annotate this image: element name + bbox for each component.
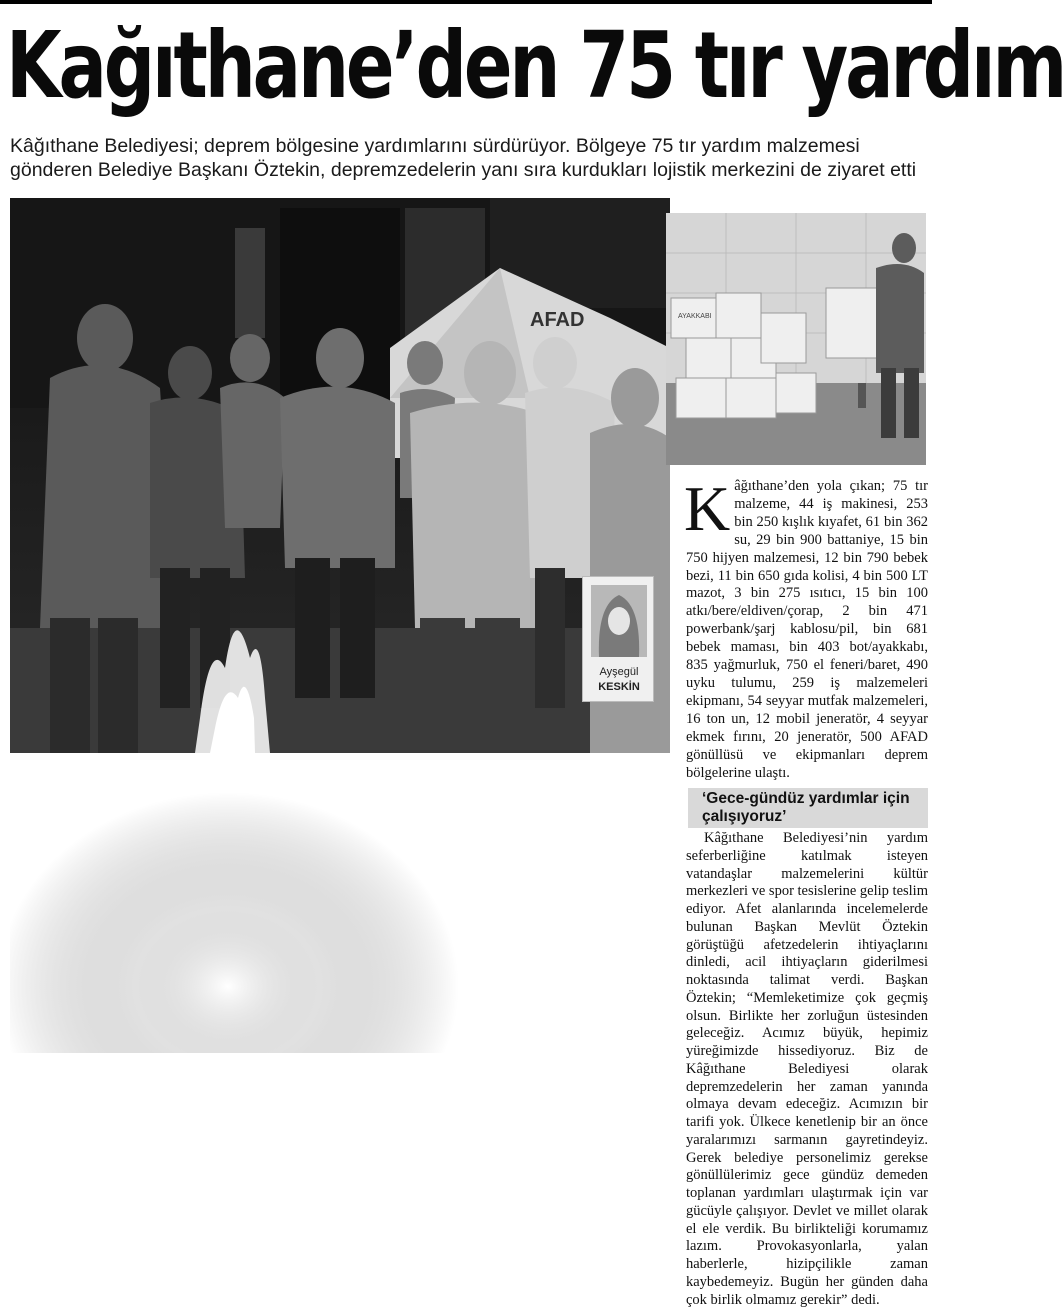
drop-cap: K <box>684 473 731 544</box>
headline: Kağıthane’den 75 tır yardım <box>6 12 1064 119</box>
author-first-name: Ayşegül <box>599 666 639 678</box>
deck-summary: Kâğıthane Belediyesi; deprem bölgesine yardımlarını sürdürüyor. Bölgeye 75 tır yardım malzemesi gönderen Belediye Başkanı Öztekin, depremzedelerin yanı sıra kurdukları lojistik merkezini de ziyaret etti <box>10 135 917 181</box>
author-last-name: KESKİN <box>598 681 640 693</box>
main-photo <box>10 198 670 753</box>
body-paragraph: Kâğıthane Belediyesi’nin yardım seferberliğine katılmak isteyen vatandaşlar malzemelerini kültür merkezleri ve spor tesislerine gelip teslim ediyor. Afet alanlarında incelemelerde bulunan Başkan Mevlüt Öztekin görüştüğü afetzedelerin ihtiyaçlarını dinledi, acil ihtiyaçların giderilmesi noktasında talimat verdi. Başkan Öztekin; “Memleketimize çok geçmiş olsun. Birlikte her zorluğun üstesinden geleceğiz. Acımız büyük, hepimiz yüreğimizde hissediyoruz. Biz de Kâğıthane Belediyesi olarak depremzedelerin her zaman yanında olmaya devam edeceğiz. Acımızın bir tarifi yok. Ülkece kenetlenip bir an önce yaralarımızı sarmanın gayretindeyiz. Gerek belediye personelimiz gerekse gönüllülerimiz gece gündüz demeden toplanan yardımları ulaştırmak için var gücüyle çalışıyor. Devlet ve millet olarak el ele verdik. Bu birlikteliği korumamız lazım. Provokasyonlarla, yalan haberlerle, hizipçilikle zaman kaybedemeyiz. Bugün her günden daha çok birlik olmamız gerekir” dedi. <box>686 830 928 1308</box>
box-label: AYAKKABI <box>678 313 712 320</box>
author-photo <box>591 585 647 657</box>
subhead: ‘Gece-gündüz yardımlar için çalışıyoruz’ <box>688 788 928 828</box>
tent-afad-label: AFAD <box>530 309 585 331</box>
body-second-column <box>686 830 928 1309</box>
top-rule <box>0 0 932 4</box>
author-box <box>582 576 654 702</box>
body-lead-column <box>684 473 928 782</box>
lead-paragraph <box>684 473 928 782</box>
lead-text: âğıthane’den yola çıkan; 75 tır malzeme, 44 iş makinesi, 253 bin 250 kışlık kıyafet, 61 bin 362 su, 29 bin 900 battaniye, 15 bin 750 hijyen malzemesi, 12 bin 790 bebek bezi, 11 bin 650 gıda kolisi, 4 bin 500 LT mazot, 3 bin 275 ısıtıcı, 15 bin 100 atkı/bere/eldiven/çorap, 2 bin 471 powerbank/şarj kablosu/pil, bin 681 bebek maması, bin 403 bot/ayakkabı, 835 yağmurluk, 750 el feneri/baret, 490 uyku tulumu, 259 iş malzemeleri ekipmanı, 54 seyyar mutfak malzemeleri, 16 ton un, 12 mobil jeneratör, 4 seyyar ekmek fırını, 20 jeneratör, 500 AFAD gönüllüsü ve ekipmanları deprem bölgelerine ulaştı. <box>686 478 928 781</box>
side-photo <box>666 213 926 465</box>
